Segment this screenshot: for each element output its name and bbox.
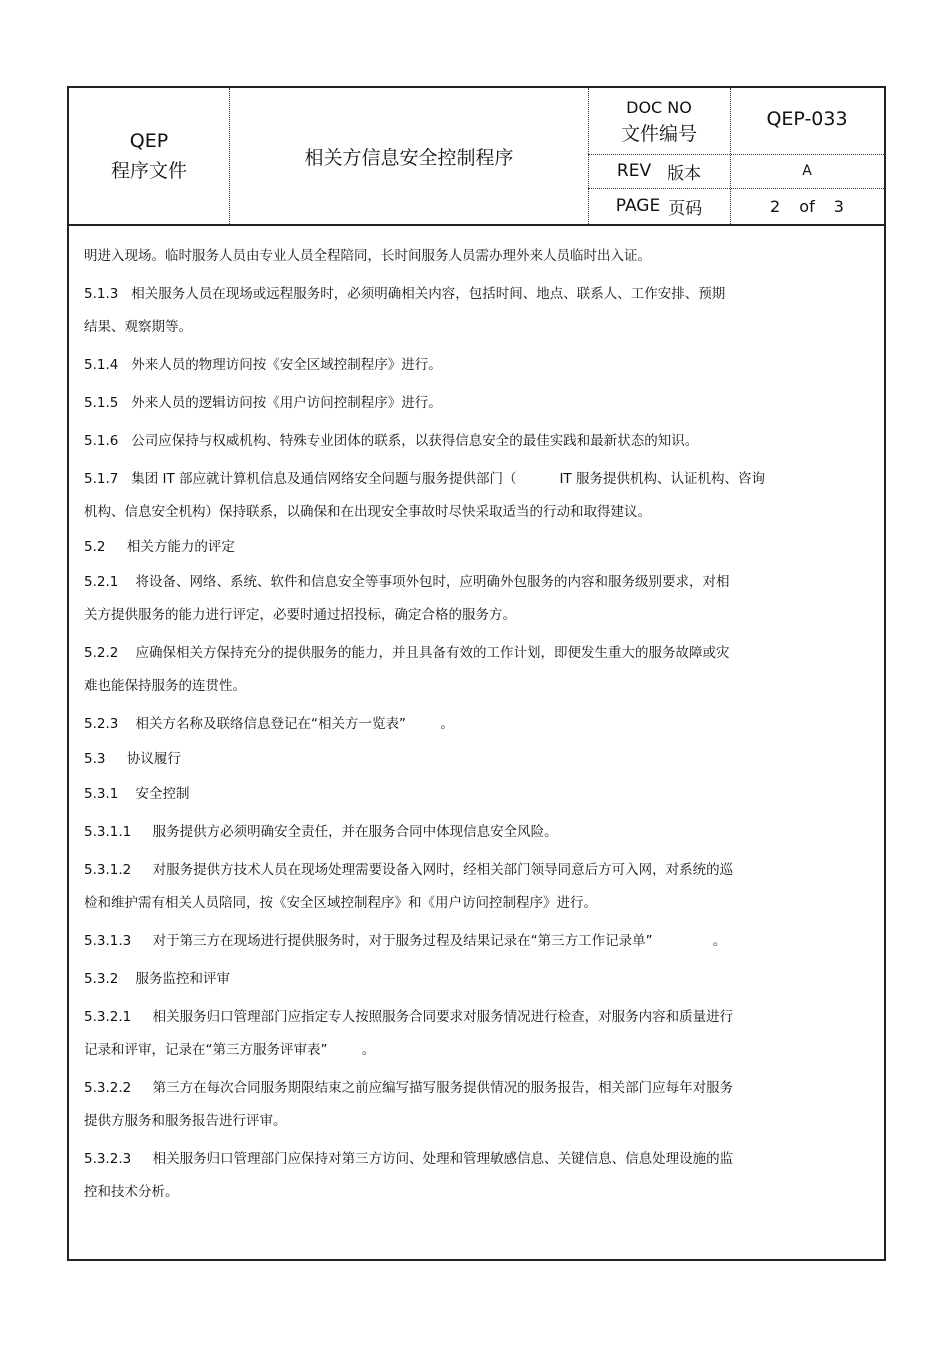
- document-header: [69, 88, 884, 226]
- paragraph: 明进入现场。临时服务人员由专业人员全程陪同，长时间服务人员需办理外来人员临时出入证。: [84, 248, 651, 264]
- paragraph: 5.1.7 集团 IT 部应就计算机信息及通信网络安全问题与服务提供部门（ IT 服务提供机构、认证机构、咨询 机构、信息安全机构）保持联系，以确保和在出现安全事故时尽快采取适当的行动和取得建议。: [84, 471, 765, 520]
- doc-title: 相关方信息安全控制程序: [304, 146, 514, 169]
- doc-type-cell: [69, 88, 229, 224]
- rev-label-cell: [588, 154, 730, 188]
- paragraph: 5.2.1 将设备、网络、系统、软件和信息安全等事项外包时，应明确外包服务的内容和服务级别要求，对相 关方提供服务的能力进行评定，必要时通过招投标，确定合格的服务方。: [84, 574, 730, 623]
- section-heading: 5.2 相关方能力的评定: [84, 539, 235, 555]
- page-value: 2 of 3: [770, 196, 844, 216]
- rev-label-cn: 版本: [667, 163, 702, 184]
- section-heading: 5.3.1 安全控制: [84, 786, 190, 802]
- paragraph: 5.3.1.2 对服务提供方技术人员在现场处理需要设备入网时，经相关部门领导同意后方可入网，对系统的巡 检和维护需有相关人员陪同，按《安全区域控制程序》和《用户访问控制程序》进行。: [84, 862, 734, 911]
- doc-no-label-en: DOC NO: [626, 98, 692, 117]
- paragraph: 5.3.2.3 相关服务归口管理部门应保持对第三方访问、处理和管理敏感信息、关键信息、信息处理设施的监 控和技术分析。: [84, 1151, 734, 1200]
- document-body: [84, 240, 854, 1214]
- section-heading: 5.3 协议履行: [84, 751, 181, 767]
- paragraph: 5.3.2.1 相关服务归口管理部门应指定专人按照服务合同要求对服务情况进行检查，对服务内容和质量进行 记录和评审，记录在“第三方服务评审表” 。: [84, 1009, 734, 1058]
- paragraph: 5.1.3 相关服务人员在现场或远程服务时，必须明确相关内容，包括时间、地点、联系人、工作安排、预期 结果、观察期等。: [84, 286, 726, 335]
- doc-type-label: 程序文件: [110, 160, 187, 182]
- paragraph: 5.3.2.2 第三方在每次合同服务期限结束之前应编写描写服务提供情况的服务报告，相关部门应每年对服务 提供方服务和服务报告进行评审。: [84, 1080, 734, 1129]
- rev-label-en: REV: [616, 161, 652, 181]
- page-label-cn: 页码: [668, 198, 703, 219]
- section-heading: 5.3.2 服务监控和评审: [84, 971, 231, 987]
- doc-type-code: QEP: [129, 130, 169, 152]
- paragraph: 5.1.4 外来人员的物理访问按《安全区域控制程序》进行。: [84, 357, 442, 373]
- doc-no-value: QEP-033: [766, 108, 848, 130]
- rev-value: A: [802, 163, 812, 179]
- paragraph: 5.1.6 公司应保持与权威机构、特殊专业团体的联系，以获得信息安全的最佳实践和最新状态的知识。: [84, 433, 699, 449]
- paragraph: 5.1.5 外来人员的逻辑访问按《用户访问控制程序》进行。: [84, 395, 442, 411]
- paragraph: 5.3.1.1 服务提供方必须明确安全责任，并在服务合同中体现信息安全风险。: [84, 824, 558, 840]
- doc-no-label-cell: [588, 88, 730, 154]
- page-label-en: PAGE: [615, 196, 661, 216]
- paragraph: 5.3.1.3 对于第三方在现场进行提供服务时，对于服务过程及结果记录在“第三方工作记录单” 。: [84, 933, 727, 949]
- doc-no-label-cn: 文件编号: [620, 123, 697, 145]
- page-label-cell: [588, 188, 730, 224]
- paragraph: 5.2.3 相关方名称及联络信息登记在“相关方一览表” 。: [84, 716, 454, 732]
- paragraph: 5.2.2 应确保相关方保持充分的提供服务的能力，并且具备有效的工作计划，即便发生重大的服务故障或灾 难也能保持服务的连贯性。: [84, 645, 730, 694]
